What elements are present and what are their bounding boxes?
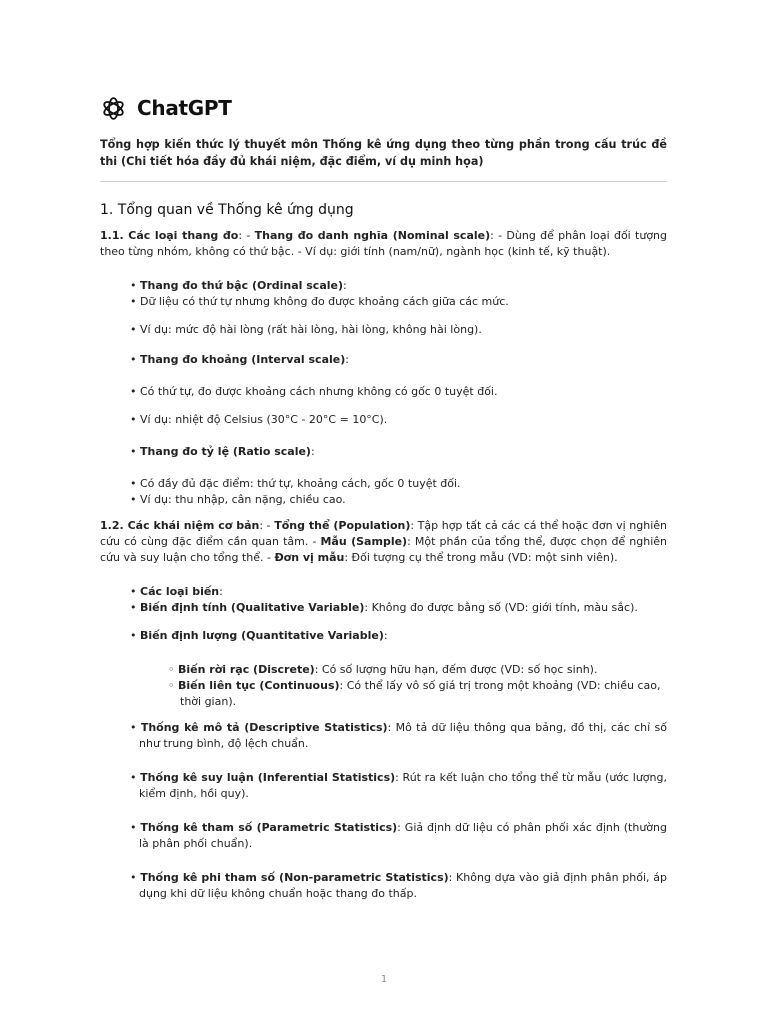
stats-item: • Thống kê tham số (Parametric Statistics): Giả định dữ liệu có phân phối xác định (thường là phân phối chuẩn). <box>130 821 667 850</box>
ordinal-block: • Thang đo thứ bậc (Ordinal scale): • Dữ liệu có thứ tự nhưng không đo được khoảng cách giữa các mức. • Ví dụ: mức độ hài lòng (rất hài lòng, hài lòng, không hài lòng). <box>130 278 667 338</box>
openai-knot-icon <box>100 95 127 122</box>
brand-header <box>100 93 667 123</box>
ratio-title: Thang đo tỷ lệ (Ratio scale) <box>140 445 311 458</box>
nominal-term: Thang đo danh nghĩa (Nominal scale) <box>254 229 491 242</box>
interval-example: • Ví dụ: nhiệt độ Celsius (30°C - 20°C = 10°C). <box>130 413 388 426</box>
unit-term: Đơn vị mẫu <box>274 551 345 564</box>
interval-title: Thang đo khoảng (Interval scale) <box>140 353 346 366</box>
ratio-example: • Ví dụ: thu nhập, cân nặng, chiều cao. <box>130 493 346 506</box>
brand-name: ChatGPT <box>137 96 232 120</box>
ordinal-desc: • Dữ liệu có thứ tự nhưng không đo được khoảng cách giữa các mức. <box>130 295 509 308</box>
sample-term: Mẫu (Sample) <box>320 535 408 548</box>
divider <box>100 181 667 182</box>
ordinal-title: Thang đo thứ bậc (Ordinal scale) <box>140 279 344 292</box>
document-page <box>100 93 667 902</box>
variables-block: • Các loại biến: • Biến định tính (Qualitative Variable): Không đo được bằng số (VD: giới tính, màu sắc). • Biến định lượng (Quantitative Variable): <box>130 585 638 642</box>
ratio-block: • Thang đo tỷ lệ (Ratio scale): • Có đầy đủ đặc điểm: thứ tự, khoảng cách, gốc 0 tuyệt đối. • Ví dụ: thu nhập, cân nặng, chiều cao. <box>130 444 667 508</box>
ordinal-example: • Ví dụ: mức độ hài lòng (rất hài lòng, hài lòng, không hài lòng). <box>130 323 482 336</box>
population-term: Tổng thể (Population) <box>274 519 411 532</box>
quantitative-sublist <box>168 662 667 710</box>
section-heading: 1. Tổng quan về Thống kê ứng dụng <box>100 202 354 218</box>
paragraph-concepts: 1.2. Các khái niệm cơ bản: - Tổng thể (Population): Tập hợp tất cả các cá thể hoặc đơn vị nghiên cứu có cùng đặc điểm cần quan tâm. - Mẫu (Sample): Một phần của tổng thể, được chọn để nghiên cứu và suy luận cho tổng thể. - Đơn vị mẫu: Đối tượng cụ thể trong mẫu (VD: một sinh viên). <box>100 519 668 564</box>
qualitative-title: Biến định tính (Qualitative Variable) <box>140 601 365 614</box>
stats-item: • Thống kê suy luận (Inferential Statistics): Rút ra kết luận cho tổng thể từ mẫu (ước lượng, kiểm định, hồi quy). <box>130 771 667 800</box>
interval-block: • Thang đo khoảng (Interval scale): • Có thứ tự, đo được khoảng cách nhưng không có gốc 0 tuyệt đối. • Ví dụ: nhiệt độ Celsius (30°C - 20°C = 10°C). <box>130 352 667 428</box>
quantitative-title: Biến định lượng (Quantitative Variable) <box>140 629 384 642</box>
stats-item: • Thống kê phi tham số (Non-parametric Statistics): Không dựa vào giả định phân phối, áp dụng khi dữ liệu không chuẩn hoặc thang đo thấp. <box>130 871 667 900</box>
list-item: ◦ Biến rời rạc (Discrete): Có số lượng hữu hạn, đếm được (VD: số học sinh). <box>168 663 598 676</box>
variables-title: Các loại biến <box>140 585 220 598</box>
list-item: ◦ Biến liên tục (Continuous): Có thể lấy vô số giá trị trong một khoảng (VD: chiều cao, thời gian). <box>168 679 661 708</box>
para-label: 1.1. Các loại thang đo <box>100 229 239 242</box>
paragraph-scales: 1.1. Các loại thang đo: - Thang đo danh nghĩa (Nominal scale): - Dùng để phân loại đối tượng theo từng nhóm, không có thứ bậc. - Ví dụ: giới tính (nam/nữ), ngành học (kinh tế, kỹ thuật). <box>100 229 667 258</box>
stats-item: • Thống kê mô tả (Descriptive Statistics): Mô tả dữ liệu thông qua bảng, đồ thị, các chỉ số như trung bình, độ lệch chuẩn. <box>130 721 667 750</box>
interval-desc: • Có thứ tự, đo được khoảng cách nhưng không có gốc 0 tuyệt đối. <box>130 385 498 398</box>
para-label: 1.2. Các khái niệm cơ bản <box>100 519 260 532</box>
ratio-desc: • Có đầy đủ đặc điểm: thứ tự, khoảng cách, gốc 0 tuyệt đối. <box>130 477 461 490</box>
page-number: 1 <box>380 974 388 985</box>
document-intro: Tổng hợp kiến thức lý thuyết môn Thống kê ứng dụng theo từng phần trong cấu trúc đề thi (Chi tiết hóa đầy đủ khái niệm, đặc điểm, ví dụ minh họa) <box>100 138 667 168</box>
